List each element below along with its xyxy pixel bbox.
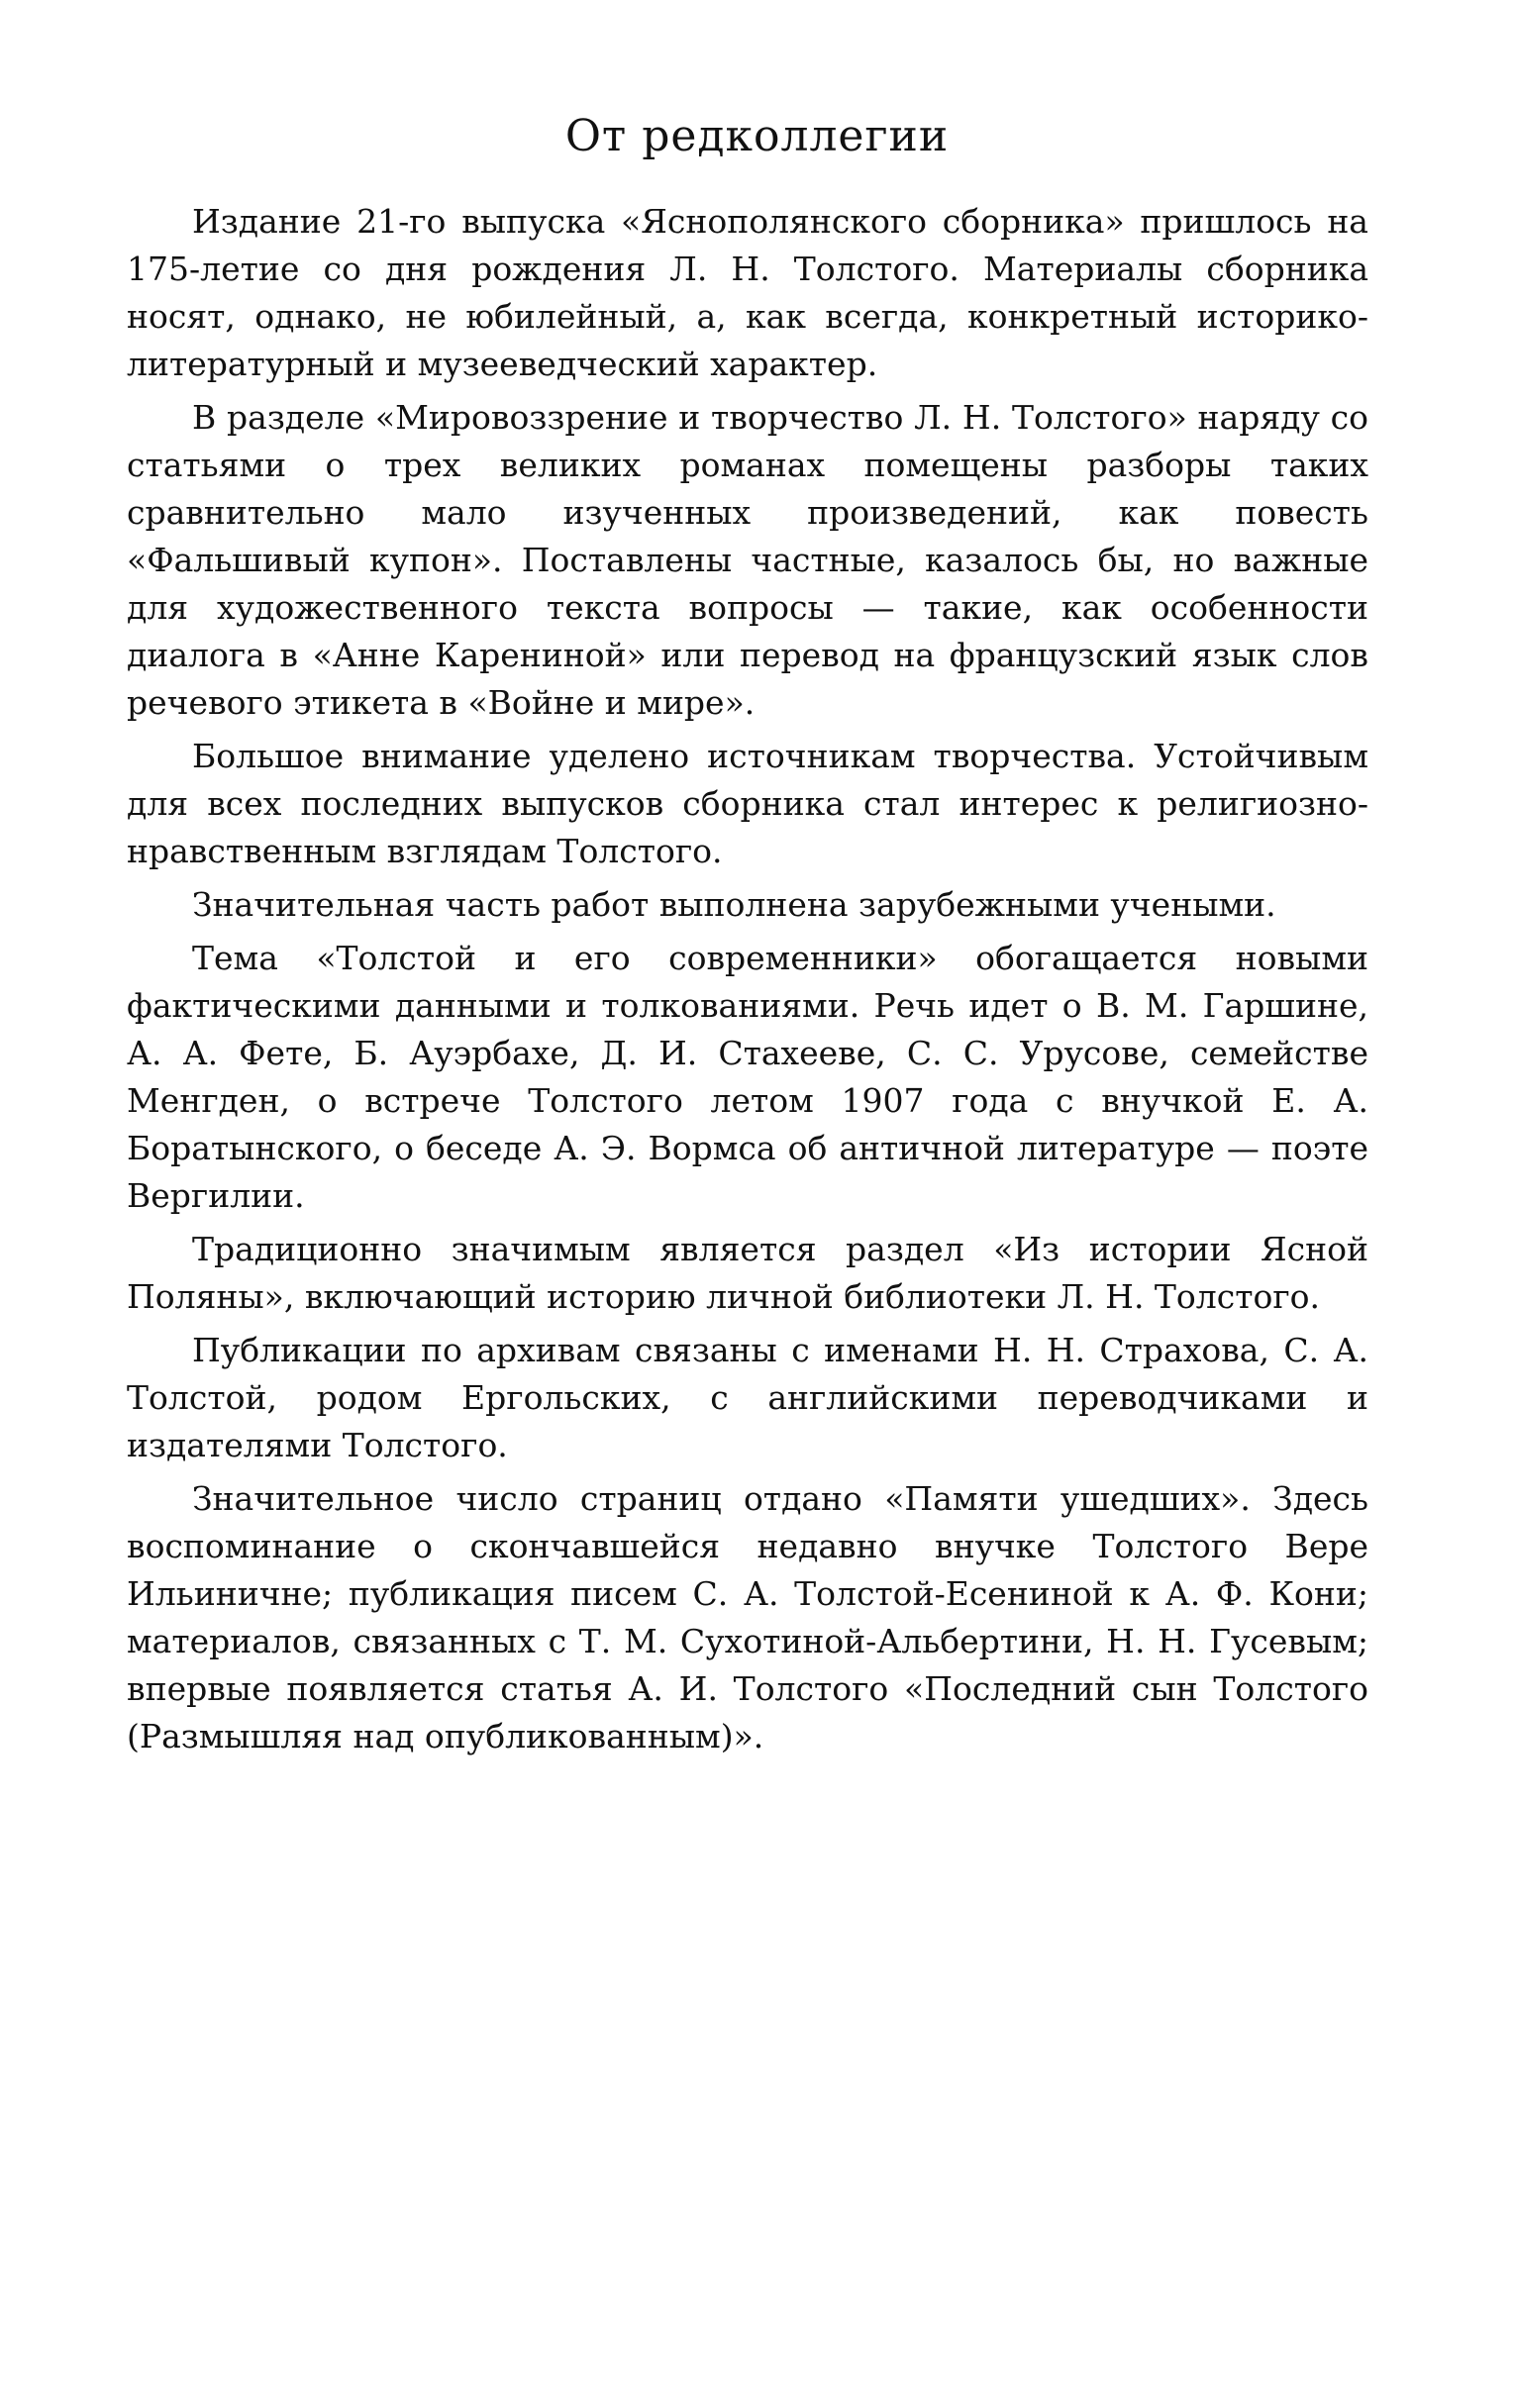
paragraph-3: Большое внимание уделено источникам творчества. Устойчивым для всех последних выпусков сборника стал интерес к религиозно-нравственным взглядам Толстого. — [127, 737, 1368, 870]
paragraph-7: Публикации по архивам связаны с именами Н. Н. Страхова, С. А. Толстой, родом Ергольских, с английскими переводчиками и издателями Толстого. — [127, 1331, 1368, 1464]
paragraph-5: Тема «Толстой и его современники» обогащается новыми фактическими данными и толкованиями. Речь идет о В. М. Гаршине, А. А. Фете, Б. Ауэрбахе, Д. И. Стахееве, С. С. Урусове, семействе Менгден, о встрече Толстого летом 1907 года с внучкой Е. А. Боратынского, о беседе А. Э. Вормса об античной литературе — поэте Вергилии. — [127, 939, 1368, 1215]
paragraph-4: Значительная часть работ выполнена зарубежными учеными. — [192, 885, 1276, 924]
paragraph-6: Традиционно значимым является раздел «Из истории Ясной Поляны», включающий историю личной библиотеки Л. Н. Толстого. — [127, 1230, 1368, 1316]
editorial-body — [127, 198, 1368, 1762]
paragraph-8: Значительное число страниц отдано «Памяти ушедших». Здесь воспоминание о скончавшейся недавно внучке Толстого Вере Ильиничне; публикация писем С. А. Толстой-Есениной к А. Ф. Кони; материалов, связанных с Т. М. Сухотиной-Альбертини, Н. Н. Гусевым; впервые появляется статья А. И. Толстого «Последний сын Толстого (Размышляя над опубликованным)». — [127, 1479, 1368, 1756]
paragraph-2: В разделе «Мировоззрение и творчество Л. Н. Толстого» наряду со статьями о трех великих романах помещены разборы таких сравнительно мало изученных произведений, как повесть «Фальшивый купон». Поставлены частные, казалось бы, но важные для художественного текста вопросы — такие, как особенности диалога в «Анне Карениной» или перевод на французский язык слов речевого этикета в «Войне и мире». — [127, 398, 1368, 722]
page-title: От редколлегии — [564, 111, 950, 161]
paragraph-1: Издание 21-го выпуска «Яснополянского сборника» пришлось на 175-летие со дня рождения Л. Н. Толстого. Материалы сборника носят, однако, не юбилейный, а, как всегда, конкретный историко-литературный и музееведческий характер. — [127, 202, 1368, 383]
